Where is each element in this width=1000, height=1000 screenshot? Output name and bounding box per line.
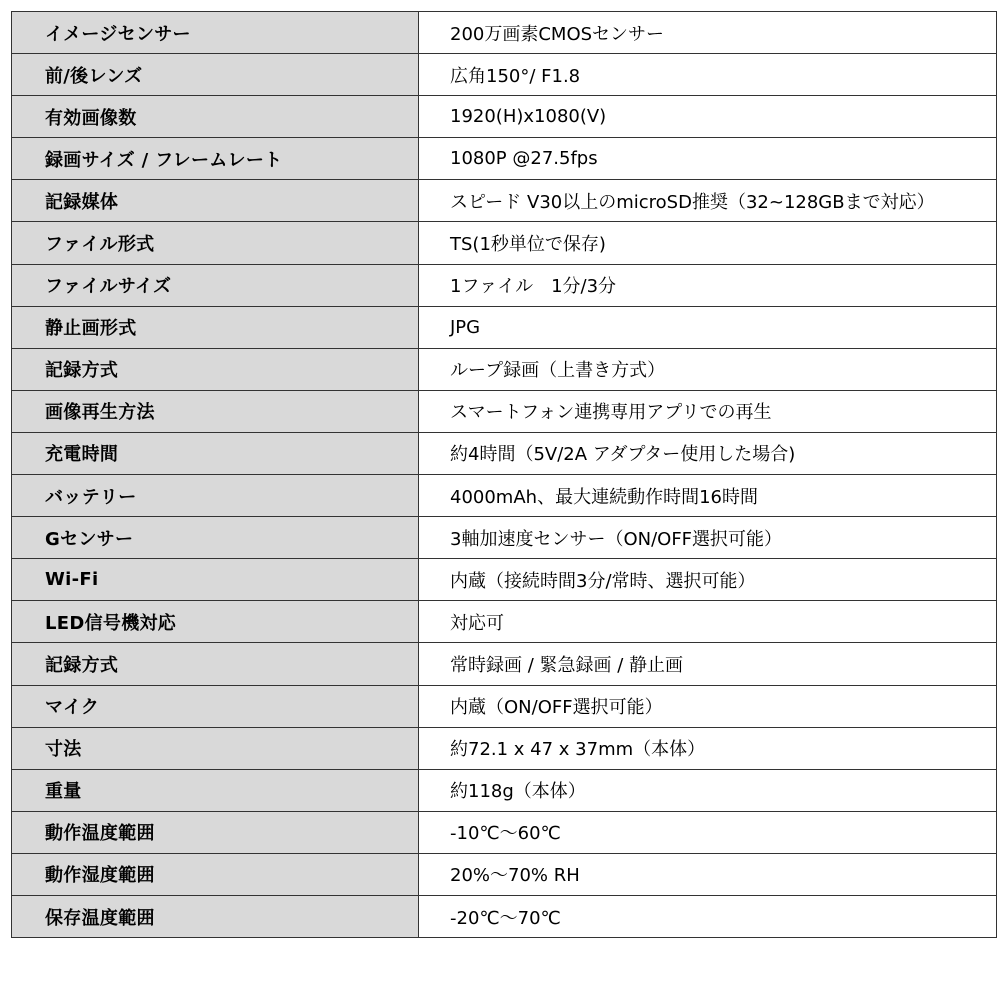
- spec-table-body: [12, 12, 997, 938]
- spec-row: [12, 643, 997, 685]
- spec-label: 重量: [12, 769, 419, 811]
- spec-value: 4000mAh、最大連続動作時間16時間: [419, 475, 997, 517]
- spec-table: [11, 11, 997, 938]
- spec-label: 動作湿度範囲: [12, 853, 419, 895]
- spec-row: [12, 222, 997, 264]
- spec-label: 録画サイズ / フレームレート: [12, 138, 419, 180]
- spec-label: Wi-Fi: [12, 559, 419, 601]
- spec-row: [12, 517, 997, 559]
- spec-row: [12, 853, 997, 895]
- spec-value: スピード V30以上のmicroSD推奨（32~128GBまで対応）: [419, 180, 997, 222]
- spec-row: [12, 685, 997, 727]
- spec-value: 約72.1 x 47 x 37mm（本体）: [419, 727, 997, 769]
- spec-label: LED信号機対応: [12, 601, 419, 643]
- spec-row: [12, 811, 997, 853]
- spec-row: [12, 895, 997, 937]
- spec-value: 1920(H)x1080(V): [419, 96, 997, 138]
- spec-row: [12, 601, 997, 643]
- spec-value: 約4時間（5V/2A アダプター使用した場合): [419, 432, 997, 474]
- spec-label: 充電時間: [12, 432, 419, 474]
- spec-value: 広角150°/ F1.8: [419, 54, 997, 96]
- spec-label: マイク: [12, 685, 419, 727]
- spec-value: JPG: [419, 306, 997, 348]
- spec-label: ファイルサイズ: [12, 264, 419, 306]
- spec-label: バッテリー: [12, 475, 419, 517]
- spec-row: [12, 559, 997, 601]
- spec-value: 3軸加速度センサー（ON/OFF選択可能）: [419, 517, 997, 559]
- spec-label: 記録媒体: [12, 180, 419, 222]
- spec-value: 200万画素CMOSセンサー: [419, 12, 997, 54]
- spec-row: [12, 54, 997, 96]
- spec-label: 記録方式: [12, 348, 419, 390]
- spec-label: ファイル形式: [12, 222, 419, 264]
- spec-value: 内蔵（接続時間3分/常時、選択可能）: [419, 559, 997, 601]
- spec-row: [12, 180, 997, 222]
- spec-value: -20℃～70℃: [419, 895, 997, 937]
- spec-label: 保存温度範囲: [12, 895, 419, 937]
- spec-label: 画像再生方法: [12, 390, 419, 432]
- spec-value: 1080P @27.5fps: [419, 138, 997, 180]
- spec-row: [12, 12, 997, 54]
- spec-value: 1ファイル 1分/3分: [419, 264, 997, 306]
- spec-value: -10℃～60℃: [419, 811, 997, 853]
- spec-value: ループ録画（上書き方式）: [419, 348, 997, 390]
- spec-row: [12, 390, 997, 432]
- spec-value: スマートフォン連携専用アプリでの再生: [419, 390, 997, 432]
- spec-row: [12, 348, 997, 390]
- spec-row: [12, 264, 997, 306]
- spec-label: 前/後レンズ: [12, 54, 419, 96]
- spec-label: 寸法: [12, 727, 419, 769]
- spec-row: [12, 138, 997, 180]
- spec-label: イメージセンサー: [12, 12, 419, 54]
- spec-row: [12, 96, 997, 138]
- spec-label: Gセンサー: [12, 517, 419, 559]
- spec-label: 有効画像数: [12, 96, 419, 138]
- spec-row: [12, 475, 997, 517]
- spec-value: TS(1秒単位で保存): [419, 222, 997, 264]
- spec-row: [12, 432, 997, 474]
- spec-value: 内蔵（ON/OFF選択可能）: [419, 685, 997, 727]
- spec-label: 記録方式: [12, 643, 419, 685]
- spec-row: [12, 769, 997, 811]
- spec-label: 静止画形式: [12, 306, 419, 348]
- spec-value: 20%～70% RH: [419, 853, 997, 895]
- spec-value: 対応可: [419, 601, 997, 643]
- spec-value: 約118g（本体）: [419, 769, 997, 811]
- spec-row: [12, 306, 997, 348]
- spec-value: 常時録画 / 緊急録画 / 静止画: [419, 643, 997, 685]
- spec-row: [12, 727, 997, 769]
- spec-label: 動作温度範囲: [12, 811, 419, 853]
